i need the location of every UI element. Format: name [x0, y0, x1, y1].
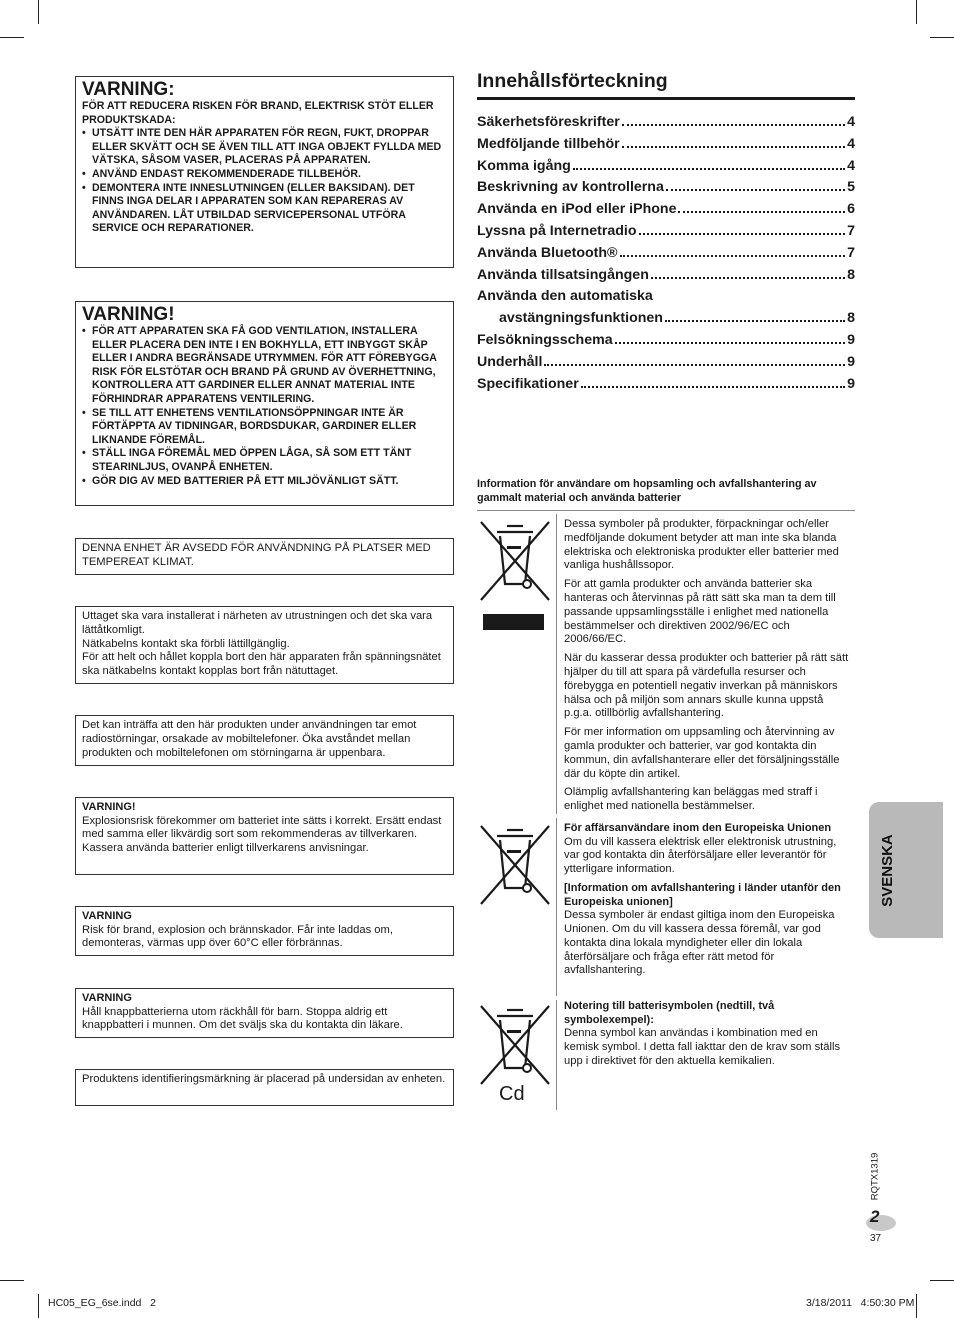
warning-box-2	[75, 301, 454, 506]
toc-entry-label: Specifikationer	[477, 375, 579, 392]
business-text: Om du vill kassera elektrisk eller elektronisk utrustning, var god kontakta din återförsäljare eller leverantör för ytterligare information.	[564, 835, 837, 876]
toc-entry-label: Använda Bluetooth®	[477, 244, 618, 261]
disposal-paragraph: Olämplig avfallshantering kan beläggas med straff i enlighet med nationella bestämmelser.	[564, 786, 818, 813]
crossed-bin-icon	[477, 822, 553, 908]
toc-entry-page: 6	[847, 201, 855, 218]
toc-entry-page: 7	[847, 222, 855, 239]
toc-entry-label: Använda den automatiska	[477, 288, 653, 305]
climate-note: DENNA ENHET ÄR AVSEDD FÖR ANVÄNDNING PÅ PLATSER MED TEMPEREAT KLIMAT.	[75, 538, 454, 575]
language-text: SVENSKA	[878, 833, 896, 907]
crossed-bin-icon	[477, 518, 553, 604]
page-number-small: 37	[870, 1233, 882, 1244]
chemical-symbol: Cd	[499, 1083, 525, 1105]
battery-symbol-title: Notering till batterisymbolen (nedtill, två symbolexempel):	[564, 1000, 775, 1026]
toc-entry[interactable]	[477, 330, 855, 352]
warning-item: • UTSÄTT INTE DEN HÄR APPARATEN FÖR REGN, FUKT, DROPPAR ELLER SKVÄTT OCH SE ÄVEN TILL ATT INGA OBJEKT FYLLDA MED VÄTSKA, SÅSOM VASER, PLACERAS PÅ APPARATEN.	[82, 127, 447, 168]
toc-entry-page: 4	[847, 135, 855, 152]
battery-warning-title: VARNING	[82, 992, 132, 1004]
battery-warning-1	[75, 797, 454, 875]
disposal-text-business	[564, 822, 854, 983]
outlet-note: Uttaget ska vara installerat i närheten av utrustningen och det ska vara lättåtkomligt. Nätkabelns kontakt ska förbli lättillgänglig. För att helt och hållet koppla bort den här apparaten från spänningsnätet ska nätkabelns kontakt kopplas bort från nätuttaget.	[75, 606, 454, 684]
toc-entry-label: Beskrivning av kontrollerna	[477, 179, 664, 196]
toc-entry[interactable]	[477, 134, 855, 156]
toc-entry[interactable]	[477, 243, 855, 265]
warning-item: • STÄLL INGA FÖREMÅL MED ÖPPEN LÅGA, SÅ SOM ETT TÄNT STEARINLJUS, OVANPÅ ENHETEN.	[82, 447, 447, 474]
toc-entry[interactable]	[477, 352, 855, 374]
warning-list	[82, 325, 447, 488]
language-tab-label	[869, 802, 905, 938]
warning-box-1	[75, 76, 454, 268]
crop-mark	[930, 37, 954, 38]
crop-mark	[0, 37, 24, 38]
business-title: För affärsanvändare inom den Europeiska Unionen	[564, 822, 832, 834]
page-number: 2	[870, 1207, 880, 1226]
toc-entry-page: 5	[847, 179, 855, 196]
battery-warning-title: VARNING!	[82, 801, 136, 813]
toc-entry-page: 8	[847, 266, 855, 283]
toc-entry-page: 9	[847, 353, 855, 370]
toc-entry[interactable]	[477, 265, 855, 287]
toc-entry-page: 8	[847, 310, 855, 327]
toc-entry[interactable]	[477, 199, 855, 221]
toc-entry[interactable]	[477, 112, 855, 134]
toc-entry[interactable]	[477, 374, 855, 396]
toc-entry-page: 7	[847, 244, 855, 261]
toc-entry-label: Underhåll	[477, 353, 543, 370]
toc-entry[interactable]	[477, 221, 855, 243]
battery-warning-text: Risk för brand, explosion och brännskador. Får inte laddas om, demonteras, värmas upp över 60°C eller förbrännas.	[82, 923, 393, 950]
toc-entry-label: Komma igång	[477, 157, 571, 174]
disposal-heading: Information för användare om hopsamling och avfallshantering av gammalt material och använda batterier	[477, 478, 817, 504]
warning-item: • FÖR ATT APPARATEN SKA FÅ GOD VENTILATION, INSTALLERA ELLER PLACERA DEN INTE I EN BOKHYLLA, ETT INBYGGT SKÅP ELLER I ANDRA BEGRÄNSADE UTRYMMEN. FÖR ATT FÖREBYGGA RISK FÖR ELSTÖTAR OCH BRAND PÅ GRUND AV ÖVERHETTNING, KONTROLLERA ATT GARDINER ELLER ANNAT MATERIAL INTE FÖRHINDRAR APPARATENS VENTILERING.	[82, 325, 447, 407]
battery-warning-2	[75, 906, 454, 956]
symbol-divider	[556, 514, 557, 814]
disposal-paragraph: När du kasserar dessa produkter och batterier på rätt sätt hjälper du till att spara på värdefulla resurser och förebygga en potentiell negativ inverkan på människors hälsa och på miljön som annars skulle kunna uppstå p.g.a. otillbörlig avfallshantering.	[564, 652, 849, 720]
battery-warning-title: VARNING	[82, 910, 132, 922]
toc-entry-label: Felsökningsschema	[477, 331, 613, 348]
warning-list	[82, 127, 447, 236]
toc-entry-page: 9	[847, 331, 855, 348]
toc-title: Innehållsförteckning	[477, 70, 668, 92]
warning-title: VARNING!	[82, 304, 175, 325]
crop-mark	[930, 1280, 954, 1281]
warning-title: VARNING:	[82, 79, 175, 100]
document-code-text: RQTX1319	[869, 1152, 881, 1200]
crop-mark	[0, 1280, 24, 1281]
toc-entry[interactable]	[477, 308, 855, 330]
toc-entry[interactable]	[477, 286, 855, 308]
toc-divider	[477, 97, 855, 100]
crop-mark	[38, 1294, 39, 1318]
symbol-divider	[556, 818, 557, 996]
toc-list	[477, 112, 855, 395]
toc-entry[interactable]	[477, 177, 855, 199]
toc-entry-page: 4	[847, 114, 855, 130]
disposal-paragraph: Dessa symboler på produkter, förpackningar och/eller medföljande dokument betyder att man inte ska blanda elektriska och elektroniska produkter eller batterier med vanliga hushållssopor.	[564, 518, 839, 572]
disposal-divider	[477, 510, 855, 511]
symbol-divider	[556, 1000, 557, 1110]
battery-warning-3	[75, 988, 454, 1038]
warning-item: • ANVÄND ENDAST REKOMMENDERADE TILLBEHÖR.	[82, 168, 447, 182]
battery-warning-text: Håll knappbatterierna utom räckhåll för barn. Stoppa aldrig ett knappbatteri i munnen. Om det sväljs ska du kontakta din läkare.	[82, 1005, 403, 1032]
toc-entry-label: Använda en iPod eller iPhone	[477, 201, 677, 218]
toc-entry-label: Medföljande tillbehör	[477, 135, 620, 152]
crop-mark	[38, 0, 39, 24]
footer-timestamp: 3/18/2011 4:50:30 PM	[806, 1297, 915, 1309]
toc-entry-page: 4	[847, 157, 855, 174]
toc-entry-page: 9	[847, 375, 855, 392]
toc-entry-label: Använda tillsatsingången	[477, 266, 649, 283]
battery-warning-text: Explosionsrisk förekommer om batteriet inte sätts i korrekt. Ersätt endast med samma eller likvärdig sort som rekommenderas av tillverkaren. Kassera använda batterier enligt tillverkarens anvisningar.	[82, 814, 442, 855]
identification-note: Produktens identifieringsmärkning är placerad på undersidan av enheten.	[75, 1069, 454, 1106]
toc-entry-label: Lyssna på Internetradio	[477, 222, 637, 239]
disposal-paragraph: För att gamla produkter och använda batterier ska hanteras och återvinnas på rätt sätt ska man ta dem till passande uppsamlingsställe i enlighet med nationella bestämmelser och direktiven 2002/96/EC och 2006/66/EC.	[564, 578, 836, 646]
warning-item: • GÖR DIG AV MED BATTERIER PÅ ETT MILJÖVÄNLIGT SÄTT.	[82, 475, 447, 489]
disposal-paragraph: För mer information om uppsamling och återvinning av gamla produkter och batterier, var god kontakta din kommun, din avfallshanterare eller det försäljningsställe där du köpte din artikel.	[564, 726, 840, 780]
document-code	[868, 1148, 882, 1204]
warning-item: • DEMONTERA INTE INNESLUTNINGEN (ELLER BAKSIDAN). DET FINNS INGA DELAR I APPARATEN SOM KAN REPARERAS AV ANVÄNDAREN. LÅT UTBILDAD SERVICEPERSONAL UTFÖRA SERVICE OCH REPARATIONER.	[82, 182, 447, 236]
crop-mark	[916, 1294, 917, 1318]
battery-symbol-text: Denna symbol kan användas i kombination med en kemisk symbol. I detta fall iakttar den de krav som ställs upp i direktivet för den aktuella kemikalien.	[564, 1027, 841, 1067]
toc-entry[interactable]	[477, 156, 855, 178]
bin-underline-bar	[483, 614, 544, 630]
outside-eu-title: [Information om avfallshantering i länder utanför den Europeiska unionen]	[564, 881, 841, 908]
crossed-bin-cd-icon	[477, 1002, 553, 1106]
crop-mark	[916, 0, 917, 24]
disposal-text-main	[564, 518, 854, 819]
toc-entry-label: Säkerhetsföreskrifter	[477, 114, 620, 130]
footer-file-name: HC05_EG_6se.indd 2	[48, 1297, 156, 1309]
warning-item: • SE TILL ATT ENHETENS VENTILATIONSÖPPNINGAR INTE ÄR FÖRTÄPPTA AV TIDNINGAR, BORDSDUKAR, GARDINER ELLER LIKNANDE FÖREMÅL.	[82, 407, 447, 448]
radio-interference-note: Det kan inträffa att den här produkten under användningen tar emot radiostörningar, orsakade av mobiltelefoner. Öka avståndet mellan produkten och mobiltelefonen om störningarna är uppenbara.	[75, 715, 454, 766]
outside-eu-text: Dessa symboler är endast giltiga inom den Europeiska Unionen. Om du vill kassera dessa föremål, var god kontakta dina lokala myndigheter eller din lokala återförsäljare och fråga efter rätt metod för avfallshantering.	[564, 909, 835, 977]
warning-subtitle: FÖR ATT REDUCERA RISKEN FÖR BRAND, ELEKTRISK STÖT ELLER PRODUKTSKADA:	[82, 100, 434, 126]
toc-entry-label: avstängningsfunktionen	[499, 310, 663, 327]
disposal-text-battery	[564, 1000, 854, 1074]
